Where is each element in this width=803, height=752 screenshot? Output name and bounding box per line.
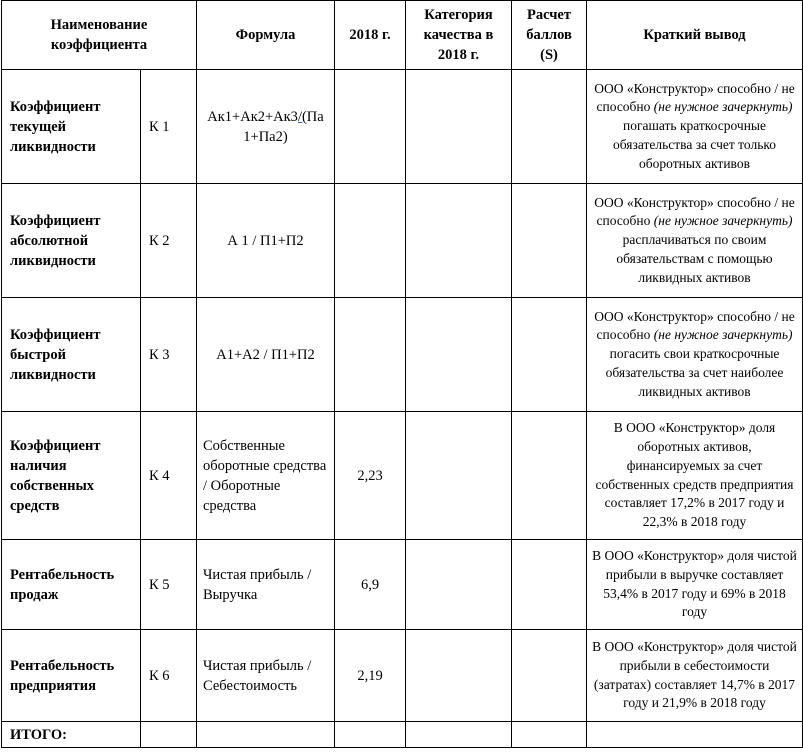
row-conclusion: ООО «Конструктор» способно / не способно (не нужное зачеркнуть) погасить свои краткосрочные обязательства за счет наиболее ликвидных активов [587, 298, 803, 412]
row-code: К 6 [141, 630, 197, 722]
row-score [512, 184, 587, 298]
row-name: Рентабельность продаж [2, 540, 141, 630]
table-row [2, 412, 803, 540]
row-value [335, 184, 406, 298]
total-cell [587, 722, 803, 748]
header-conclusion: Краткий вывод [587, 1, 803, 70]
total-cell [197, 722, 335, 748]
row-score [512, 70, 587, 184]
table-row [2, 298, 803, 412]
row-conclusion: ООО «Конструктор» способно / не способно (не нужное зачеркнуть) расплачиваться по своим обязательствам с помощью ликвидных активов [587, 184, 803, 298]
header-row [2, 1, 803, 70]
row-category [406, 630, 512, 722]
row-code: К 2 [141, 184, 197, 298]
row-value: 6,9 [335, 540, 406, 630]
row-name: Коэффициент абсолютной ликвидности [2, 184, 141, 298]
row-name: Рентабельность предприятия [2, 630, 141, 722]
row-category [406, 184, 512, 298]
header-name: Наименование коэффициента [2, 1, 197, 70]
row-formula: Чистая прибыль / Выручка [197, 540, 335, 630]
row-formula: А 1 / П1+П2 [197, 184, 335, 298]
total-cell [335, 722, 406, 748]
total-cell [406, 722, 512, 748]
header-score: Расчет баллов (S) [512, 1, 587, 70]
table-row [2, 70, 803, 184]
row-conclusion: В ООО «Конструктор» доля оборотных активов, финансируемых за счет собственных средств предприятия составляет 17,2% в 2017 году и 22,3% в 2018 году [587, 412, 803, 540]
row-code: К 5 [141, 540, 197, 630]
row-category [406, 70, 512, 184]
header-formula: Формула [197, 1, 335, 70]
row-formula: Собственные оборотные средства / Оборотные средства [197, 412, 335, 540]
header-year: 2018 г. [335, 1, 406, 70]
row-conclusion: В ООО «Конструктор» доля чистой прибыли в выручке составляет 53,4% в 2017 году и 69% в 2018 году [587, 540, 803, 630]
row-name: Коэффициент быстрой ликвидности [2, 298, 141, 412]
row-value: 2,23 [335, 412, 406, 540]
row-score [512, 412, 587, 540]
total-cell [512, 722, 587, 748]
row-formula: Чистая прибыль / Себестоимость [197, 630, 335, 722]
row-formula: Ак1+Ак2+Ак3/(Па 1+Па2) [197, 70, 335, 184]
row-category [406, 298, 512, 412]
table-row [2, 630, 803, 722]
row-conclusion: ООО «Конструктор» способно / не способно (не нужное зачеркнуть) погашать краткосрочные обязательства за счет только оборотных активов [587, 70, 803, 184]
row-name: Коэффициент текущей ликвидности [2, 70, 141, 184]
row-code: К 3 [141, 298, 197, 412]
row-code: К 1 [141, 70, 197, 184]
total-label: ИТОГО: [2, 722, 141, 748]
header-category: Категория качества в 2018 г. [406, 1, 512, 70]
row-code: К 4 [141, 412, 197, 540]
row-score [512, 298, 587, 412]
row-name: Коэффициент наличия собственных средств [2, 412, 141, 540]
row-score [512, 540, 587, 630]
coefficients-table [1, 0, 803, 748]
row-score [512, 630, 587, 722]
total-row [2, 722, 803, 748]
total-cell [141, 722, 197, 748]
row-conclusion: В ООО «Конструктор» доля чистой прибыли в себестоимости (затратах) составляет 14,7% в 2017 году и 21,9% в 2018 году [587, 630, 803, 722]
row-category [406, 412, 512, 540]
row-formula: А1+А2 / П1+П2 [197, 298, 335, 412]
row-value [335, 70, 406, 184]
row-value: 2,19 [335, 630, 406, 722]
row-value [335, 298, 406, 412]
row-category [406, 540, 512, 630]
table-row [2, 184, 803, 298]
table-row [2, 540, 803, 630]
